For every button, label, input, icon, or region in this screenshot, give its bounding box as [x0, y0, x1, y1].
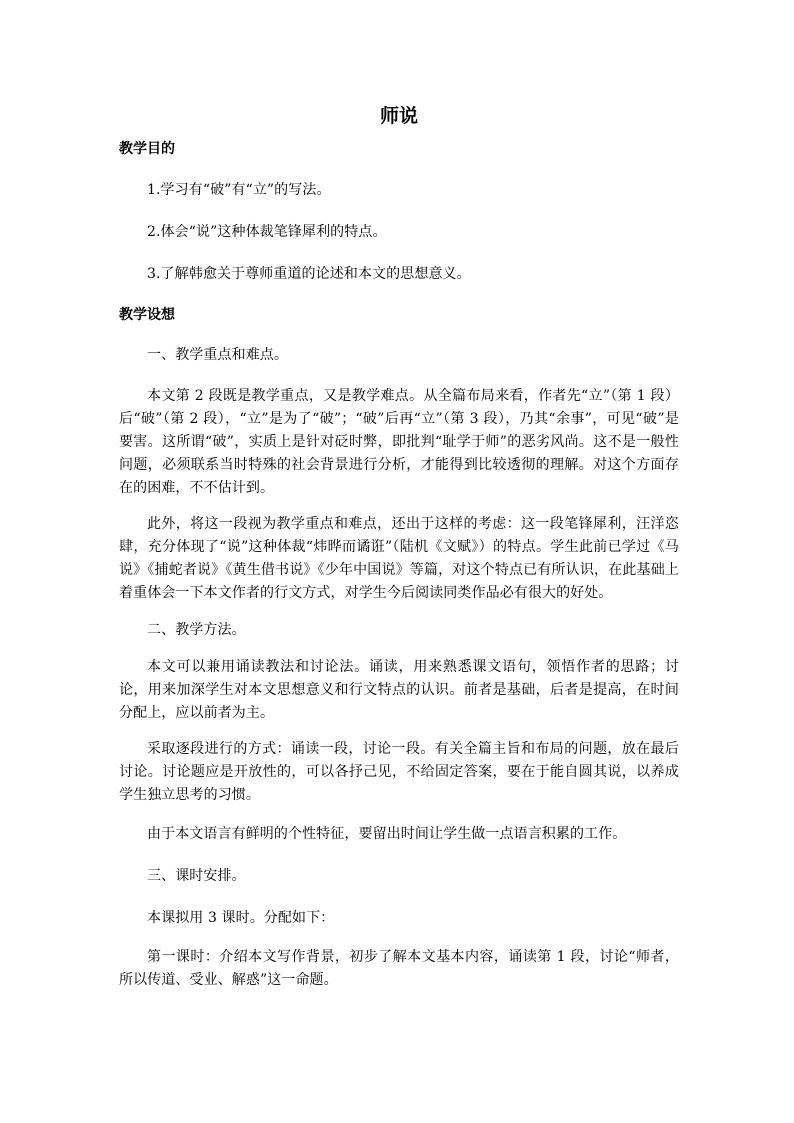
plan-paragraph: 本课拟用 3 课时。分配如下： — [147, 910, 335, 926]
plan-paragraph: 本文第 2 段既是教学重点，又是教学难点。从全篇布局来看，作者先“立”（第 1 段）后“破”（第 2 段），“立”是为了“破”；“破”后再“立”（第 3 段），乃其“余事”，可见“破”是要害。这所谓“破”，实质上是针对砭时弊，即批判“耻学于师”的恶劣风尚。这不是一般性问题，必须联系当时特殊的社会背景进行分析，才能得到比较透彻的理解。对这个方面存在的困难，不不估计到。 — [119, 388, 679, 496]
plan-paragraph: 此外，将这一段视为教学重点和难点，还出于这样的考虑：这一段笔锋犀利，汪洋恣肆，充分体现了“说”这种体裁“炜晔而谲诳”（陆机《文赋》）的特点。学生此前已学过《马说》《捕蛇者说》《黄生借书说》《少年中国说》等篇，对这个特点已有所认识，在此基础上着重体会一下本文作者的行文方式，对学生今后阅读同类作品必有很大的好处。 — [119, 516, 679, 601]
plan-paragraph: 二、教学方法。 — [147, 622, 246, 638]
goal-item-2: 2.体会“说”这种体裁笔锋犀利的特点。 — [147, 224, 387, 240]
plan-paragraph: 本文可以兼用诵读教法和讨论法。诵读，用来熟悉课文语句，领悟作者的思路；讨论，用来加深学生对本文思想意义和行文特点的认识。前者是基础，后者是提高，在时间分配上，应以前者为主。 — [119, 659, 679, 721]
goal-item-3: 3.了解韩愈关于尊师重道的论述和本文的思想意义。 — [147, 266, 471, 282]
section-heading-teaching-plan: 教学设想 — [119, 307, 175, 323]
plan-paragraph: 一、教学重点和难点。 — [147, 347, 288, 363]
plan-paragraph: 第一课时：介绍本文写作背景，初步了解本文基本内容，诵读第 1 段，讨论“师者，所以传道、受业、解惑”这一命题。 — [119, 949, 679, 988]
plan-paragraph: 三、课时安排。 — [147, 868, 246, 884]
plan-paragraph: 采取逐段进行的方式：诵读一段，讨论一段。有关全篇主旨和布局的问题，放在最后讨论。讨论题应是开放性的，可以各抒己见，不给固定答案，要在于能自圆其说，以养成学生独立思考的习惯。 — [119, 741, 679, 803]
goal-item-1: 1.学习有“破”有“立”的写法。 — [147, 182, 331, 198]
document-title: 师说 — [379, 105, 418, 127]
section-heading-teaching-goals: 教学目的 — [119, 141, 175, 157]
plan-paragraph: 由于本文语言有鲜明的个性特征，要留出时间让学生做一点语言积累的工作。 — [147, 826, 627, 842]
